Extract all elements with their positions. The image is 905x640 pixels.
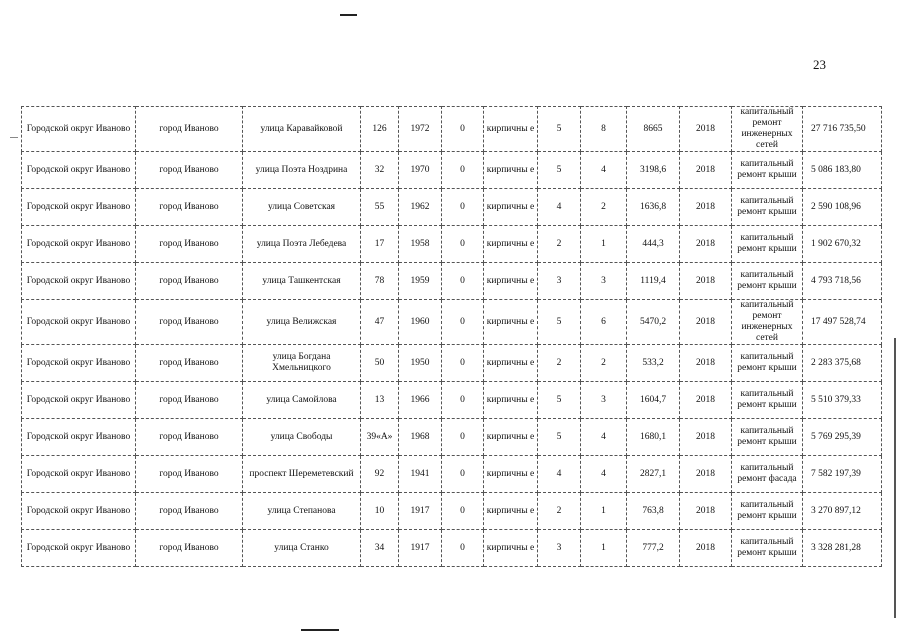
cell-plan-year: 2018 bbox=[680, 493, 732, 530]
cell-okrug: Городской округ Иваново bbox=[22, 189, 136, 226]
cell-street: улица Свободы bbox=[243, 419, 361, 456]
table-body bbox=[22, 107, 882, 567]
table-row bbox=[22, 382, 882, 419]
cell-okrug: Городской округ Иваново bbox=[22, 419, 136, 456]
cell-cost: 4 793 718,56 bbox=[803, 263, 882, 300]
cell-street: улица Поэта Ноздрина bbox=[243, 152, 361, 189]
cell-plan-year: 2018 bbox=[680, 263, 732, 300]
cell-wall-material: кирпичны е bbox=[484, 493, 538, 530]
cell-build-year: 1950 bbox=[399, 345, 442, 382]
cell-entrances: 4 bbox=[581, 419, 627, 456]
table-row bbox=[22, 530, 882, 567]
cell-okrug: Городской округ Иваново bbox=[22, 107, 136, 152]
scan-mark-top bbox=[340, 14, 357, 16]
cell-wall-material: кирпичны е bbox=[484, 263, 538, 300]
cell-wall-material: кирпичны е bbox=[484, 189, 538, 226]
cell-entrances: 4 bbox=[581, 456, 627, 493]
cell-zero: 0 bbox=[442, 382, 484, 419]
cell-city: город Иваново bbox=[136, 300, 243, 345]
cell-city: город Иваново bbox=[136, 189, 243, 226]
cell-city: город Иваново bbox=[136, 107, 243, 152]
cell-wall-material: кирпичны е bbox=[484, 226, 538, 263]
cell-house-number: 10 bbox=[361, 493, 399, 530]
cell-cost: 2 590 108,96 bbox=[803, 189, 882, 226]
cell-cost: 1 902 670,32 bbox=[803, 226, 882, 263]
cell-floors: 5 bbox=[538, 382, 581, 419]
cell-work-type: капитальный ремонт крыши bbox=[732, 263, 803, 300]
cell-floors: 3 bbox=[538, 530, 581, 567]
cell-wall-material: кирпичны е bbox=[484, 419, 538, 456]
cell-house-number: 32 bbox=[361, 152, 399, 189]
scan-edge-line bbox=[894, 338, 896, 618]
cell-plan-year: 2018 bbox=[680, 345, 732, 382]
cell-street: улица Советская bbox=[243, 189, 361, 226]
cell-okrug: Городской округ Иваново bbox=[22, 345, 136, 382]
cell-area: 2827,1 bbox=[627, 456, 680, 493]
cell-floors: 2 bbox=[538, 493, 581, 530]
table-row bbox=[22, 456, 882, 493]
cell-cost: 5 510 379,33 bbox=[803, 382, 882, 419]
cell-plan-year: 2018 bbox=[680, 456, 732, 493]
cell-area: 1680,1 bbox=[627, 419, 680, 456]
table-row bbox=[22, 107, 882, 152]
cell-floors: 4 bbox=[538, 189, 581, 226]
cell-area: 1119,4 bbox=[627, 263, 680, 300]
cell-zero: 0 bbox=[442, 263, 484, 300]
cell-cost: 27 716 735,50 bbox=[803, 107, 882, 152]
cell-city: город Иваново bbox=[136, 530, 243, 567]
cell-zero: 0 bbox=[442, 152, 484, 189]
cell-work-type: капитальный ремонт крыши bbox=[732, 226, 803, 263]
cell-area: 777,2 bbox=[627, 530, 680, 567]
cell-zero: 0 bbox=[442, 493, 484, 530]
cell-plan-year: 2018 bbox=[680, 226, 732, 263]
cell-work-type: капитальный ремонт крыши bbox=[732, 345, 803, 382]
scan-mark-bottom bbox=[301, 629, 339, 631]
cell-okrug: Городской округ Иваново bbox=[22, 382, 136, 419]
cell-entrances: 3 bbox=[581, 382, 627, 419]
cell-plan-year: 2018 bbox=[680, 189, 732, 226]
cell-city: город Иваново bbox=[136, 456, 243, 493]
cell-street: улица Каравайковой bbox=[243, 107, 361, 152]
cell-build-year: 1960 bbox=[399, 300, 442, 345]
cell-house-number: 47 bbox=[361, 300, 399, 345]
cell-area: 8665 bbox=[627, 107, 680, 152]
cell-city: город Иваново bbox=[136, 382, 243, 419]
cell-cost: 17 497 528,74 bbox=[803, 300, 882, 345]
cell-plan-year: 2018 bbox=[680, 530, 732, 567]
cell-entrances: 1 bbox=[581, 530, 627, 567]
cell-zero: 0 bbox=[442, 226, 484, 263]
cell-build-year: 1962 bbox=[399, 189, 442, 226]
cell-zero: 0 bbox=[442, 107, 484, 152]
cell-floors: 3 bbox=[538, 263, 581, 300]
cell-okrug: Городской округ Иваново bbox=[22, 530, 136, 567]
housing-repair-table bbox=[21, 106, 882, 567]
cell-plan-year: 2018 bbox=[680, 152, 732, 189]
cell-zero: 0 bbox=[442, 456, 484, 493]
cell-entrances: 6 bbox=[581, 300, 627, 345]
cell-wall-material: кирпичны е bbox=[484, 456, 538, 493]
cell-street: улица Велижская bbox=[243, 300, 361, 345]
cell-build-year: 1917 bbox=[399, 493, 442, 530]
cell-wall-material: кирпичны е bbox=[484, 530, 538, 567]
cell-street: улица Степанова bbox=[243, 493, 361, 530]
cell-plan-year: 2018 bbox=[680, 300, 732, 345]
cell-cost: 2 283 375,68 bbox=[803, 345, 882, 382]
table-row bbox=[22, 493, 882, 530]
cell-cost: 5 086 183,80 bbox=[803, 152, 882, 189]
cell-house-number: 50 bbox=[361, 345, 399, 382]
cell-house-number: 92 bbox=[361, 456, 399, 493]
cell-zero: 0 bbox=[442, 530, 484, 567]
cell-plan-year: 2018 bbox=[680, 382, 732, 419]
cell-work-type: капитальный ремонт крыши bbox=[732, 530, 803, 567]
cell-entrances: 3 bbox=[581, 263, 627, 300]
cell-zero: 0 bbox=[442, 300, 484, 345]
cell-street: улица Ташкентская bbox=[243, 263, 361, 300]
table-row bbox=[22, 152, 882, 189]
cell-street: улица Поэта Лебедева bbox=[243, 226, 361, 263]
cell-floors: 5 bbox=[538, 107, 581, 152]
cell-build-year: 1917 bbox=[399, 530, 442, 567]
cell-build-year: 1970 bbox=[399, 152, 442, 189]
cell-city: город Иваново bbox=[136, 419, 243, 456]
cell-area: 444,3 bbox=[627, 226, 680, 263]
cell-wall-material: кирпичны е bbox=[484, 345, 538, 382]
cell-wall-material: кирпичны е bbox=[484, 300, 538, 345]
cell-work-type: капитальный ремонт крыши bbox=[732, 493, 803, 530]
cell-okrug: Городской округ Иваново bbox=[22, 226, 136, 263]
cell-house-number: 55 bbox=[361, 189, 399, 226]
cell-house-number: 126 bbox=[361, 107, 399, 152]
cell-cost: 3 270 897,12 bbox=[803, 493, 882, 530]
cell-entrances: 4 bbox=[581, 152, 627, 189]
cell-wall-material: кирпичны е bbox=[484, 107, 538, 152]
cell-street: улица Станко bbox=[243, 530, 361, 567]
cell-area: 1604,7 bbox=[627, 382, 680, 419]
cell-build-year: 1941 bbox=[399, 456, 442, 493]
cell-area: 1636,8 bbox=[627, 189, 680, 226]
cell-house-number: 34 bbox=[361, 530, 399, 567]
cell-city: город Иваново bbox=[136, 345, 243, 382]
cell-area: 3198,6 bbox=[627, 152, 680, 189]
cell-work-type: капитальный ремонт крыши bbox=[732, 152, 803, 189]
cell-floors: 2 bbox=[538, 345, 581, 382]
cell-zero: 0 bbox=[442, 419, 484, 456]
cell-work-type: капитальный ремонт инженерных сетей bbox=[732, 300, 803, 345]
cell-entrances: 2 bbox=[581, 189, 627, 226]
cell-cost: 7 582 197,39 bbox=[803, 456, 882, 493]
cell-entrances: 1 bbox=[581, 226, 627, 263]
cell-floors: 2 bbox=[538, 226, 581, 263]
table-row bbox=[22, 300, 882, 345]
cell-build-year: 1958 bbox=[399, 226, 442, 263]
cell-city: город Иваново bbox=[136, 152, 243, 189]
cell-wall-material: кирпичны е bbox=[484, 382, 538, 419]
cell-work-type: капитальный ремонт крыши bbox=[732, 189, 803, 226]
cell-okrug: Городской округ Иваново bbox=[22, 300, 136, 345]
cell-build-year: 1968 bbox=[399, 419, 442, 456]
page-number: 23 bbox=[813, 57, 826, 72]
cell-zero: 0 bbox=[442, 345, 484, 382]
cell-area: 533,2 bbox=[627, 345, 680, 382]
table-row bbox=[22, 189, 882, 226]
cell-house-number: 39«А» bbox=[361, 419, 399, 456]
cell-house-number: 78 bbox=[361, 263, 399, 300]
cell-build-year: 1972 bbox=[399, 107, 442, 152]
cell-floors: 4 bbox=[538, 456, 581, 493]
cell-street: улица Самойлова bbox=[243, 382, 361, 419]
cell-work-type: капитальный ремонт инженерных сетей bbox=[732, 107, 803, 152]
cell-wall-material: кирпичны е bbox=[484, 152, 538, 189]
cell-work-type: капитальный ремонт крыши bbox=[732, 382, 803, 419]
cell-area: 763,8 bbox=[627, 493, 680, 530]
cell-street: улица Богдана Хмельницкого bbox=[243, 345, 361, 382]
cell-zero: 0 bbox=[442, 189, 484, 226]
cell-cost: 5 769 295,39 bbox=[803, 419, 882, 456]
cell-cost: 3 328 281,28 bbox=[803, 530, 882, 567]
cell-work-type: капитальный ремонт фасада bbox=[732, 456, 803, 493]
cell-plan-year: 2018 bbox=[680, 107, 732, 152]
cell-entrances: 8 bbox=[581, 107, 627, 152]
cell-house-number: 17 bbox=[361, 226, 399, 263]
cell-build-year: 1966 bbox=[399, 382, 442, 419]
scan-artifact bbox=[10, 137, 18, 138]
cell-okrug: Городской округ Иваново bbox=[22, 263, 136, 300]
table-row bbox=[22, 226, 882, 263]
cell-okrug: Городской округ Иваново bbox=[22, 493, 136, 530]
cell-area: 5470,2 bbox=[627, 300, 680, 345]
cell-plan-year: 2018 bbox=[680, 419, 732, 456]
cell-work-type: капитальный ремонт крыши bbox=[732, 419, 803, 456]
cell-entrances: 2 bbox=[581, 345, 627, 382]
cell-build-year: 1959 bbox=[399, 263, 442, 300]
cell-street: проспект Шереметевский bbox=[243, 456, 361, 493]
cell-city: город Иваново bbox=[136, 493, 243, 530]
table-row bbox=[22, 419, 882, 456]
cell-okrug: Городской округ Иваново bbox=[22, 152, 136, 189]
table-row bbox=[22, 345, 882, 382]
cell-floors: 5 bbox=[538, 152, 581, 189]
cell-city: город Иваново bbox=[136, 226, 243, 263]
table-row bbox=[22, 263, 882, 300]
cell-house-number: 13 bbox=[361, 382, 399, 419]
cell-city: город Иваново bbox=[136, 263, 243, 300]
cell-floors: 5 bbox=[538, 419, 581, 456]
cell-entrances: 1 bbox=[581, 493, 627, 530]
cell-okrug: Городской округ Иваново bbox=[22, 456, 136, 493]
cell-floors: 5 bbox=[538, 300, 581, 345]
